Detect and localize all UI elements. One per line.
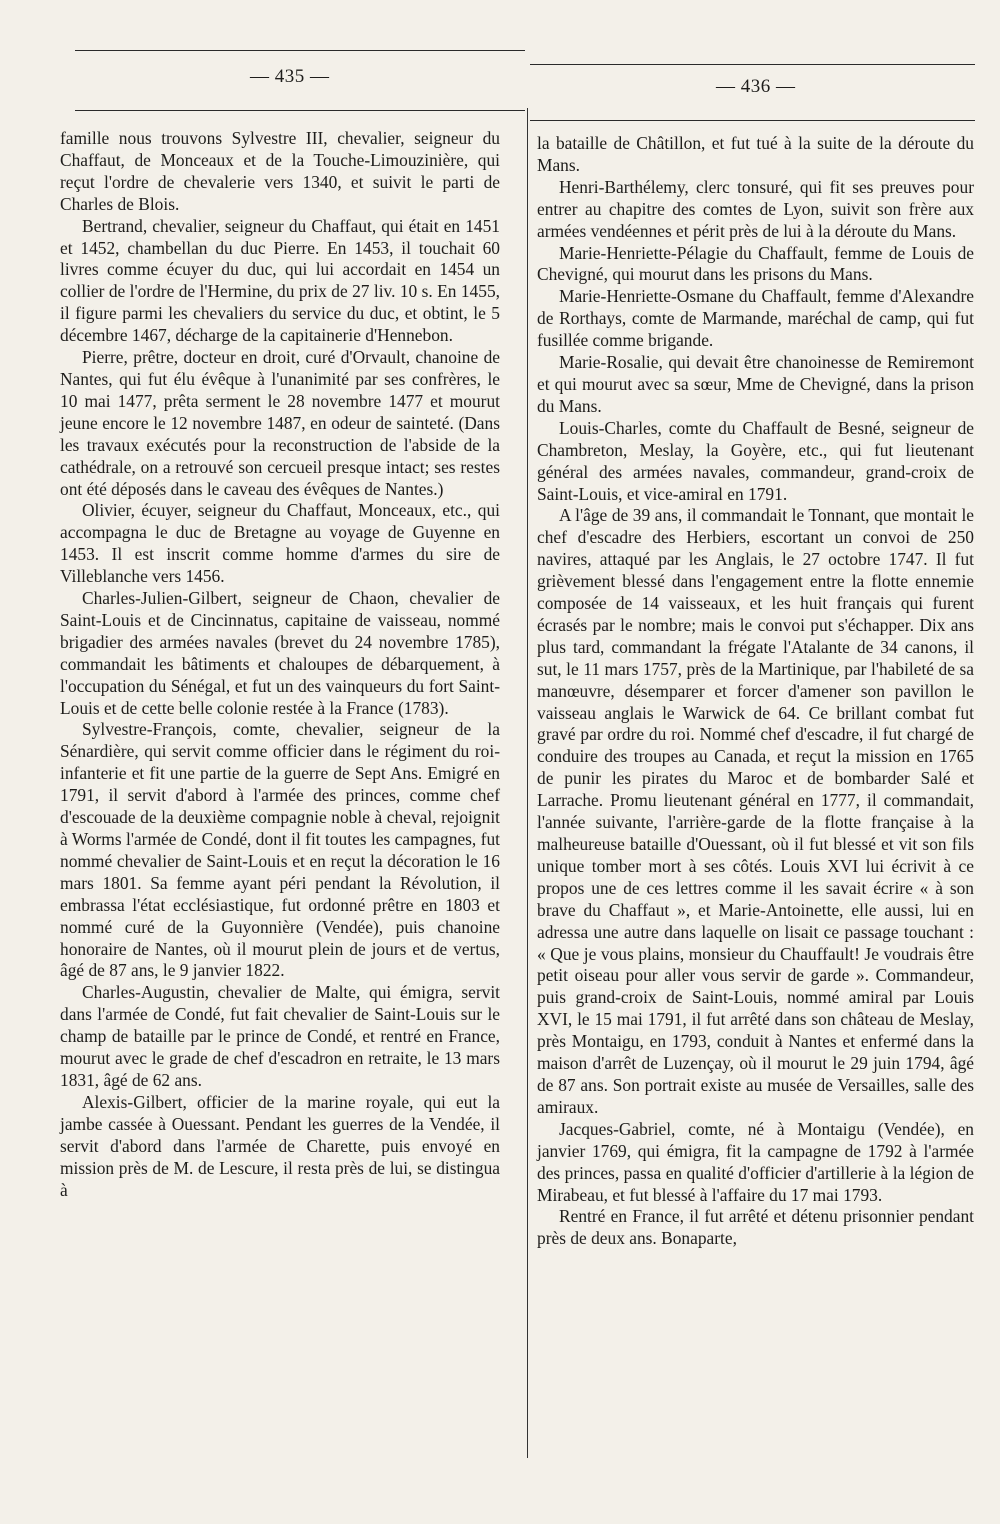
- page-number-right: — 436 —: [716, 76, 796, 97]
- paragraph: Sylvestre-François, comte, chevalier, seigneur de la Sénardière, qui servit comme officier dans le régiment du roi-infanterie et fit une partie de la guerre de Sept Ans. Emigré en 1791, il servit d'abord à l'armée des princes, comme chef d'escouade de la deuxième compagnie noble à cheval, rejoignit à Worms l'armée de Condé, dont il fit toutes les campagnes, fut nommé chevalier de Saint-Louis et en reçut la décoration le 16 mars 1801. Sa femme ayant péri pendant la Révolution, il embrassa l'état ecclésiastique, fut ordonné prêtre en 1803 et nommé curé de la Guyonnière (Vendée), puis chanoine honoraire de Nantes, où il mourut plein de jours et de vertus, âgé de 87 ans, le 9 janvier 1822.: [60, 719, 500, 981]
- paragraph: Pierre, prêtre, docteur en droit, curé d'Orvault, chanoine de Nantes, qui fut élu évêque à l'unanimité par ses confrères, le 10 mai 1477, prêta serment le 28 novembre 1477 et mourut jeune encore le 12 novembre 1487, en odeur de sainteté. (Dans les travaux exécutés pour la reconstruction de l'abside de la cathédrale, on a retrouvé son cercueil presque intact; ses restes ont été déposés dans le caveau des évêques de Nantes.): [60, 347, 500, 499]
- paragraph: Bertrand, chevalier, seigneur du Chaffaut, qui était en 1451 et 1452, chambellan du duc Pierre. En 1453, il touchait 60 livres comme écuyer du duc, qui lui accordait en 1454 un collier de l'ordre de l'Hermine, du prix de 27 liv. 10 s. En 1455, il figure parmi les chevaliers du service du duc, et obtint, le 5 décembre 1467, décharge de la capitainerie d'Hennebon.: [60, 215, 500, 346]
- paragraph: Charles-Julien-Gilbert, seigneur de Chaon, chevalier de Saint-Louis et de Cincinnatus, capitaine de vaisseau, nommé brigadier des armées navales (brevet du 24 novembre 1785), commandait les bâtiments et chaloupes de débarquement, à l'occupation du Sénégal, et fut un des vainqueurs du fort Saint-Louis et de cette belle colonie restée à la France (1783).: [60, 588, 500, 718]
- header-rule-right: [530, 120, 975, 121]
- paragraph: Henri-Barthélemy, clerc tonsuré, qui fit ses preuves pour entrer au chapitre des comtes de Lyon, suivit son frère aux armées vendéennes et périt près de lui à la déroute du Mans.: [537, 176, 974, 241]
- header-rule-left: [75, 110, 525, 111]
- page-number-left: — 435 —: [250, 66, 330, 87]
- paragraph: Marie-Rosalie, qui devait être chanoinesse de Remiremont et qui mourut avec sa sœur, Mme de Chevigné, dans la prison du Mans.: [537, 352, 974, 416]
- paragraph: Charles-Augustin, chevalier de Malte, qui émigra, servit dans l'armée de Condé, fut fait chevalier de Saint-Louis sur le champ de bataille par le prince de Condé, et rentré en France, mourut avec le grade de chef d'escadron en retraite, le 13 mars 1831, âgé de 62 ans.: [60, 982, 500, 1090]
- paragraph: la bataille de Châtillon, et fut tué à la suite de la déroute du Mans.: [537, 133, 974, 175]
- column-divider: [527, 108, 528, 1458]
- paragraph: Jacques-Gabriel, comte, né à Montaigu (Vendée), en janvier 1769, qui émigra, fit la campagne de 1792 à l'armée des princes, passa en qualité d'officier d'artillerie à la légion de Mirabeau, et fut blessé à l'affaire du 17 mai 1793.: [537, 1118, 974, 1205]
- right-column: [537, 133, 974, 1250]
- paragraph: Marie-Henriette-Osmane du Chaffault, femme d'Alexandre de Rorthays, comte de Marmande, maréchal de camp, qui fut fusillée comme brigande.: [537, 286, 974, 351]
- top-rule-left: [75, 50, 525, 51]
- paragraph: Rentré en France, il fut arrêté et détenu prisonnier pendant près de deux ans. Bonaparte,: [537, 1206, 974, 1249]
- paragraph: Alexis-Gilbert, officier de la marine royale, qui eut la jambe cassée à Ouessant. Pendant les guerres de la Vendée, il servit d'abord dans l'armée de Charette, puis envoyé en mission près de M. de Lescure, il resta près de lui, se distingua à: [60, 1091, 500, 1200]
- paragraph: Olivier, écuyer, seigneur du Chaffaut, Monceaux, etc., qui accompagna le duc de Bretagne au voyage de Guyenne en 1453. Il est inscrit comme homme d'armes du sire de Villeblanche vers 1456.: [60, 500, 500, 587]
- left-column: [60, 128, 500, 1201]
- paragraph: Louis-Charles, comte du Chaffault de Besné, seigneur de Chambreton, Meslay, la Goyère, etc., qui fut lieutenant général des armées navales, commandeur, grand-croix de Saint-Louis, et vice-amiral en 1791.: [537, 417, 974, 504]
- paragraph: Marie-Henriette-Pélagie du Chaffault, femme de Louis de Chevigné, qui mourut dans les prisons du Mans.: [537, 242, 974, 285]
- paragraph: famille nous trouvons Sylvestre III, chevalier, seigneur du Chaffaut, de Monceaux et de la Touche-Limouzinière, qui reçut l'ordre de chevalerie vers 1340, et suivit le parti de Charles de Blois.: [60, 128, 500, 214]
- paragraph: A l'âge de 39 ans, il commandait le Tonnant, que montait le chef d'escadre des Herbiers, escortant un convoi de 250 navires, attaqué par les Anglais, le 27 octobre 1747. Il fut grièvement blessé dans l'engagement entre la flotte ennemie composée de 14 vaisseaux, et les huit français qui furent écrasés par le nombre; mais le convoi put s'échapper. Dix ans plus tard, commandant la frégate l'Atalante de 34 canons, il sut, le 11 mars 1757, près de la Martinique, par l'habileté de sa manœuvre, désemparer et forcer d'amener son pavillon le vaisseau anglais le Warwick de 64. Ce brillant combat fut gravé par ordre du roi. Nommé chef d'escadre, il fut chargé de conduire des troupes au Canada, et reçut la mission en 1765 de punir les pirates du Maroc et de bombarder Salé et Larrache. Promu lieutenant général en 1777, il commandait, l'année suivante, l'arrière-garde de la flotte française à la malheureuse bataille d'Ouessant, où il fut blessé et vit son fils unique tomber mort à ses côtés. Louis XVI lui écrivit à ce propos une de ces lettres comme il les savait écrire « à son brave du Chaffaut », et Marie-Antoinette, elle aussi, lui en adressa une autre dans laquelle on lisait ce passage touchant : « Que je vous plains, monsieur du Chauffault! Je voudrais être petit oiseau pour aller vous servir de garde ». Commandeur, puis grand-croix de Saint-Louis, nommé amiral par Louis XVI, le 15 mai 1791, il fut arrêté dans son château de Meslay, près Montaigu, en 1793, conduit à Nantes et enfermé dans la maison d'arrêt de Luzençay, où il mourut le 29 juin 1794, âgé de 87 ans. Son portrait existe au musée de Versailles, salle des amiraux.: [537, 505, 974, 1117]
- top-rule-right: [530, 64, 975, 65]
